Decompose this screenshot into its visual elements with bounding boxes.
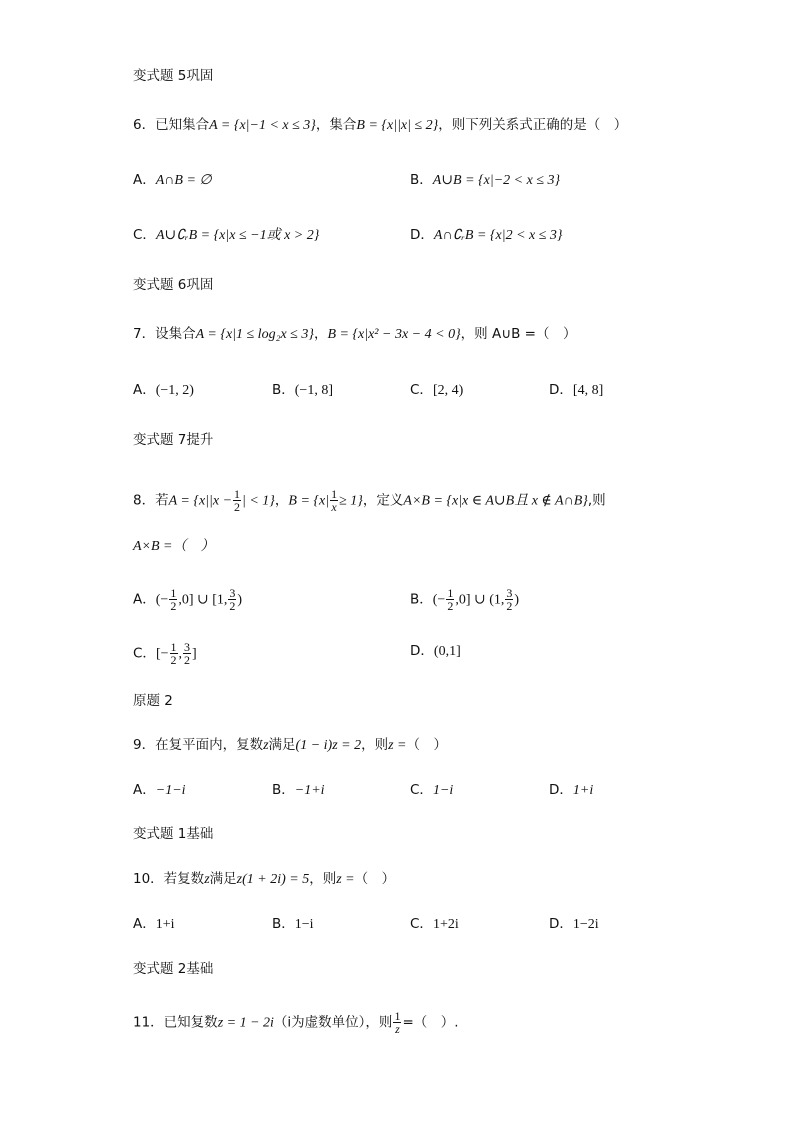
option-expr: , <box>178 646 182 662</box>
option-label: D． <box>549 382 573 398</box>
option-expr: 1−2i <box>572 917 599 932</box>
option-expr: (0,1] <box>433 644 461 659</box>
stem-text: =（ ）. <box>402 1014 459 1031</box>
option-expr: [− <box>155 646 169 662</box>
option-c[interactable] <box>133 225 319 246</box>
question-11-stem <box>133 1010 459 1035</box>
stem-text: ， <box>313 326 328 342</box>
equation-expr: z = 1 − 2i <box>217 1015 274 1031</box>
option-label: C． <box>133 227 156 243</box>
option-label: C． <box>410 382 433 398</box>
set-b-expr: B = {x||x| ≤ 2} <box>356 118 439 133</box>
stem-text: ， <box>274 492 289 509</box>
option-expr: ,0] ∪ (1, <box>455 592 505 608</box>
question-8-stem-line2: A×B =（ ） <box>133 539 215 554</box>
option-label: D． <box>410 227 434 243</box>
option-a[interactable] <box>133 587 242 612</box>
question-9-number: 9．在复平面内，复数 <box>133 737 264 753</box>
stem-text: ，则 <box>309 871 337 887</box>
equation-expr: z(1 + 2i) = 5 <box>236 872 310 887</box>
option-label: D． <box>549 782 573 798</box>
option-label: B． <box>272 916 295 932</box>
option-b[interactable] <box>272 780 325 801</box>
option-expr: −1+i <box>294 783 325 798</box>
section-heading: 变式题 2基础 <box>133 961 214 977</box>
question-7-number: 7．设集合 <box>133 326 196 342</box>
option-expr: ) <box>237 592 243 608</box>
question-10-stem <box>133 869 395 890</box>
option-a[interactable] <box>133 914 175 935</box>
variable-z: z <box>263 738 269 753</box>
option-expr: 1+2i <box>432 917 459 932</box>
option-c[interactable] <box>133 641 197 666</box>
fraction: $\frac{1}{z}$ <box>394 1009 401 1036</box>
option-b[interactable] <box>410 587 519 612</box>
fraction: $\frac{1}{2}$ <box>447 586 454 613</box>
option-d[interactable] <box>410 225 563 246</box>
option-expr: A∩∁ᵣB = {x|2 < x ≤ 3} <box>433 228 563 243</box>
fraction: $\frac{3}{2}$ <box>229 586 236 613</box>
stem-text: ，集合 <box>315 117 357 133</box>
section-heading: 原题 2 <box>133 693 173 709</box>
fraction: $\frac{1}{x}$ <box>331 487 338 514</box>
question-7-stem <box>133 324 576 345</box>
option-label: B． <box>410 591 433 608</box>
option-b[interactable] <box>272 914 314 935</box>
option-expr: (− <box>155 592 169 608</box>
stem-text: ，则下列关系式正确的是（ ） <box>438 117 628 133</box>
option-label: C． <box>133 645 156 662</box>
question-8-number: 8．若 <box>133 492 169 509</box>
question-9-stem <box>133 735 447 756</box>
fraction: $\frac{3}{2}$ <box>506 586 513 613</box>
option-expr: A∩B = ∅ <box>155 173 212 188</box>
option-c[interactable] <box>410 380 463 401</box>
stem-text: （ ） <box>354 871 396 887</box>
option-a[interactable] <box>133 170 212 191</box>
option-b[interactable] <box>272 380 333 401</box>
option-expr: 1+i <box>572 783 594 798</box>
option-label: A． <box>133 172 156 188</box>
stem-text: ,则 <box>587 492 606 509</box>
option-expr: (−1, 8] <box>294 383 333 398</box>
option-label: A． <box>133 591 156 608</box>
stem-text: （i为虚数单位），则 <box>273 1014 393 1031</box>
option-label: B． <box>272 382 295 398</box>
option-a[interactable] <box>133 380 194 401</box>
stem-text: ，定义 <box>362 492 404 509</box>
option-label: D． <box>549 916 573 932</box>
variable-z: z = <box>388 738 407 753</box>
option-c[interactable] <box>410 780 453 801</box>
set-a-expr: A = {x|−1 < x ≤ 3} <box>209 118 316 133</box>
section-heading: 变式题 1基础 <box>133 826 214 842</box>
option-expr: (− <box>432 592 446 608</box>
option-d[interactable] <box>410 641 461 662</box>
fraction: $\frac{3}{2}$ <box>184 640 190 667</box>
option-expr: ,0] ∪ [1, <box>178 592 228 608</box>
option-expr: 1−i <box>294 917 314 932</box>
question-11-number: 11．已知复数 <box>133 1014 218 1031</box>
section-heading: 变式题 5巩固 <box>133 68 214 84</box>
option-a[interactable] <box>133 780 186 801</box>
variable-z: z <box>204 872 210 887</box>
set-b-expr-end: ≥ 1} <box>339 493 363 509</box>
option-b[interactable] <box>410 170 560 191</box>
stem-text: （ ） <box>406 737 448 753</box>
option-expr: (−1, 2) <box>155 383 194 398</box>
option-label: D． <box>410 643 434 659</box>
stem-text: ，则 A∪B =（ ） <box>460 326 577 342</box>
stem-text: 满足 <box>209 871 237 887</box>
option-d[interactable] <box>549 380 603 401</box>
set-b-expr: B = {x|x² − 3x − 4 < 0} <box>327 327 461 342</box>
question-8-stem <box>133 488 606 513</box>
set-a-expr-end: | < 1} <box>242 493 275 509</box>
option-d[interactable] <box>549 914 599 935</box>
set-b-expr: B = {x| <box>288 493 330 509</box>
question-6-number: 6．已知集合 <box>133 117 210 133</box>
option-expr: 1−i <box>432 783 454 798</box>
option-expr: A∪∁ᵣB = {x|x ≤ −1或 x > 2} <box>155 228 320 243</box>
question-10-number: 10．若复数 <box>133 871 205 887</box>
question-6-stem <box>133 115 627 136</box>
fraction: $\frac{1}{2}$ <box>170 586 177 613</box>
option-expr: [2, 4) <box>432 383 464 398</box>
section-heading: 变式题 7提升 <box>133 432 214 448</box>
option-expr: ) <box>514 592 520 608</box>
option-label: A． <box>133 382 156 398</box>
option-expr: ] <box>192 646 197 662</box>
option-label: B． <box>410 172 433 188</box>
section-heading: 变式题 6巩固 <box>133 277 214 293</box>
option-expr: −1−i <box>155 783 186 798</box>
equation-expr: (1 − i)z = 2 <box>295 738 362 753</box>
stem-text: ，则 <box>361 737 389 753</box>
fraction: $\frac{1}{2}$ <box>234 487 241 514</box>
option-expr: 1+i <box>155 917 175 932</box>
set-a-expr: A = {x|1 ≤ log₂x ≤ 3} <box>195 327 314 342</box>
option-expr: A∪B = {x|−2 < x ≤ 3} <box>432 173 561 188</box>
fraction: $\frac{1}{2}$ <box>170 640 177 667</box>
option-d[interactable] <box>549 780 593 801</box>
option-label: C． <box>410 916 433 932</box>
option-label: A． <box>133 782 156 798</box>
option-expr: [4, 8] <box>572 383 604 398</box>
option-c[interactable] <box>410 914 459 935</box>
option-label: C． <box>410 782 433 798</box>
option-label: B． <box>272 782 295 798</box>
variable-z: z = <box>336 872 355 887</box>
option-label: A． <box>133 916 156 932</box>
definition-expr: A×B = {x|x ∈ A∪B且 x ∉ A∩B} <box>403 493 588 509</box>
stem-text: 满足 <box>268 737 296 753</box>
set-a-expr: A = {x||x − <box>168 493 233 509</box>
